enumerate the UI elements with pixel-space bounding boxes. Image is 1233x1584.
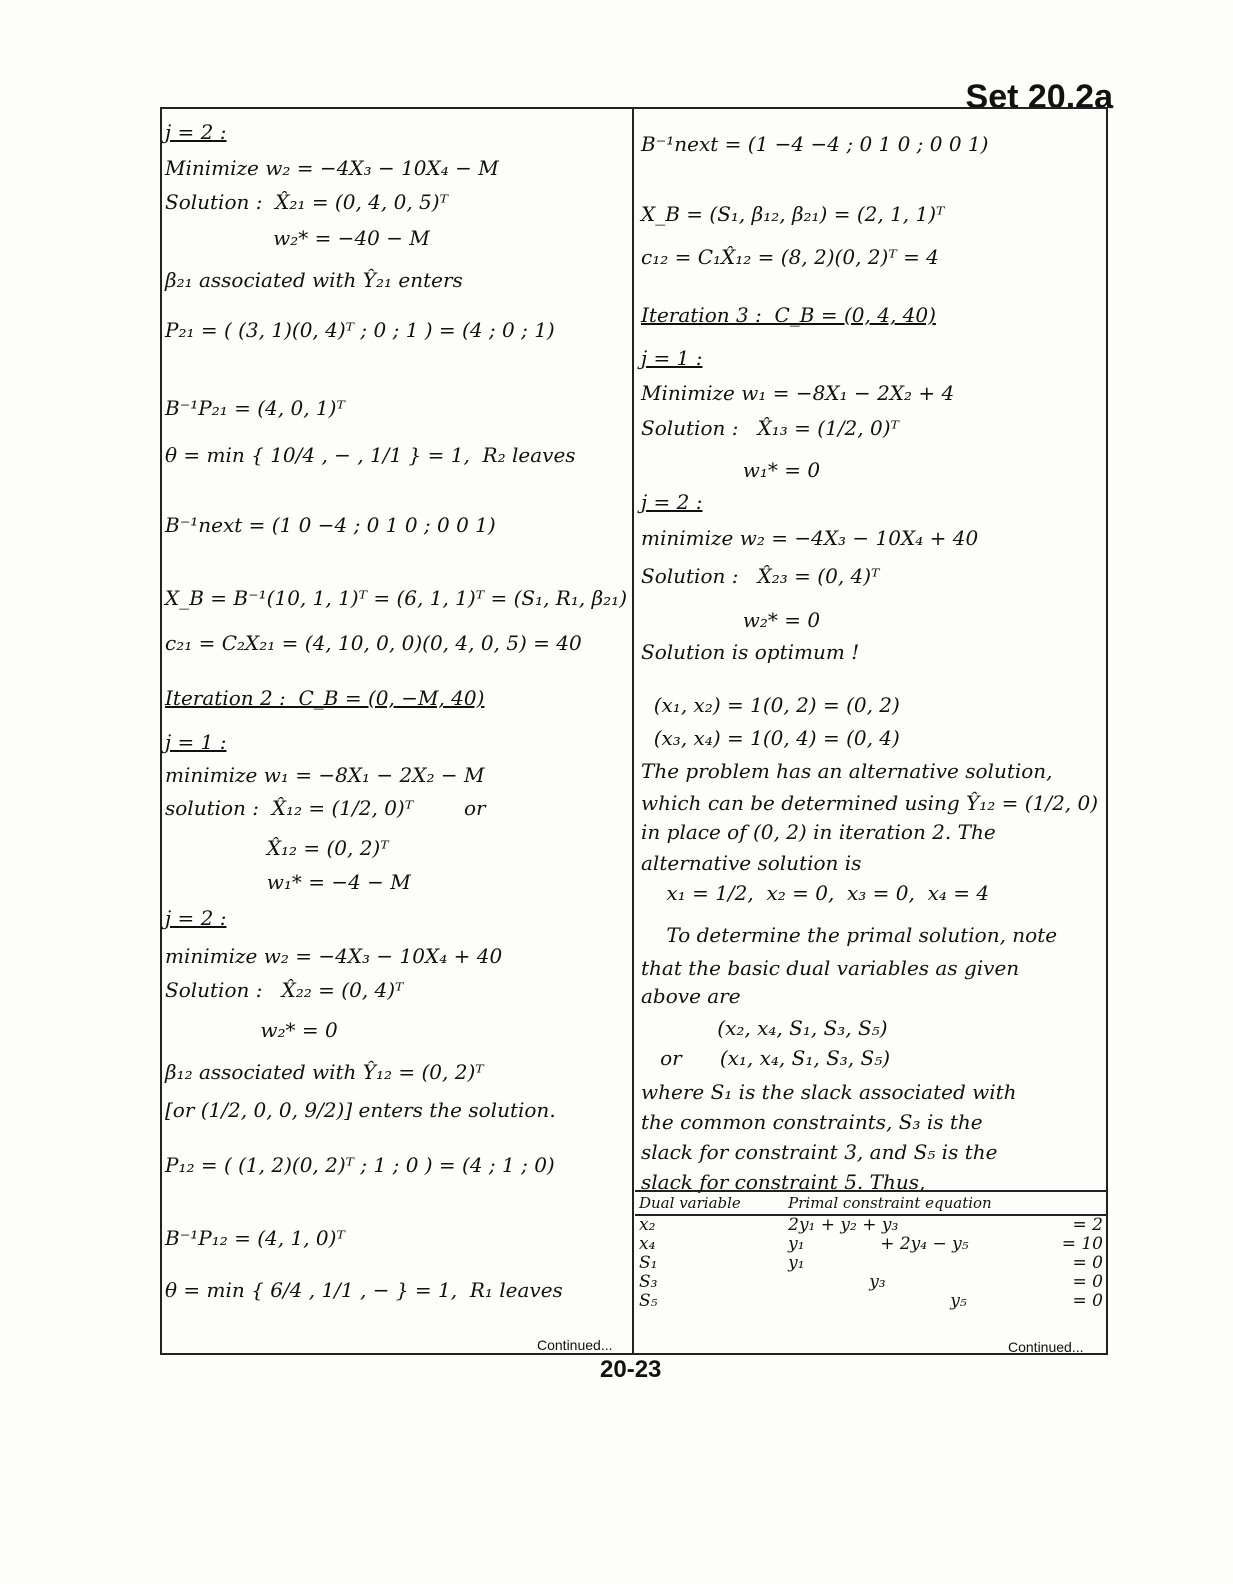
left-column-line: w₂* = −40 − M <box>165 226 430 250</box>
right-column-line: Solution : X̂₂₃ = (0, 4)ᵀ <box>641 564 880 588</box>
left-column-line: θ = min { 10/4 , − , 1/1 } = 1, R₂ leaves <box>165 443 576 467</box>
right-column-line: Minimize w₁ = −8X₁ − 2X₂ + 4 <box>641 381 955 405</box>
dual-variable-cell: x₂ <box>639 1215 656 1235</box>
right-column-line: j = 1 : <box>641 346 703 370</box>
right-column-line: in place of (0, 2) in iteration 2. The <box>641 820 996 844</box>
left-column-line: j = 1 : <box>165 730 227 754</box>
right-column-line: x₁ = 1/2, x₂ = 0, x₃ = 0, x₄ = 4 <box>641 881 990 905</box>
right-column-line: where S₁ is the slack associated with <box>641 1080 1017 1104</box>
dual-variable-cell: S₁ <box>639 1253 658 1273</box>
right-column-line: The problem has an alternative solution, <box>641 759 1053 783</box>
left-column-line: P₁₂ = ( (1, 2)(0, 2)ᵀ ; 1 ; 0 ) = (4 ; 1 ; 0) <box>165 1153 555 1177</box>
table-row <box>635 1292 1107 1311</box>
table-row <box>635 1235 1107 1254</box>
equation-cell: y₁ + 2y₄ − y₅ <box>788 1234 969 1254</box>
continued-left: Continued... <box>537 1337 613 1353</box>
right-column-line: (x₁, x₂) = 1(0, 2) = (0, 2) <box>641 693 900 717</box>
left-column-line: c₂₁ = C₂X₂₁ = (4, 10, 0, 0)(0, 4, 0, 5) = 40 <box>165 631 582 655</box>
right-column-line: w₁* = 0 <box>641 458 821 482</box>
right-column-line: Solution is optimum ! <box>641 640 860 664</box>
right-column-line: c₁₂ = C₁X̂₁₂ = (8, 2)(0, 2)ᵀ = 4 <box>641 245 939 269</box>
dual-variable-cell: S₅ <box>639 1291 658 1311</box>
left-column-line: θ = min { 6/4 , 1/1 , − } = 1, R₁ leaves <box>165 1278 563 1302</box>
equation-cell: y₁ <box>788 1253 805 1273</box>
right-column-line: minimize w₂ = −4X₃ − 10X₄ + 40 <box>641 526 979 550</box>
left-column-line: w₁* = −4 − M <box>165 870 411 894</box>
left-column-line: Minimize w₂ = −4X₃ − 10X₄ − M <box>165 156 499 180</box>
page-number: 20-23 <box>600 1356 662 1383</box>
dual-variable-cell: S₃ <box>639 1272 658 1292</box>
table-row <box>635 1273 1107 1292</box>
rhs-cell: = 0 <box>1072 1253 1103 1273</box>
left-column-line: β₂₁ associated with Ŷ₂₁ enters <box>165 268 463 292</box>
right-column-line: or (x₁, x₄, S₁, S₃, S₅) <box>641 1046 891 1070</box>
rhs-cell: = 10 <box>1061 1234 1103 1254</box>
equation-cell: 2y₁ + y₂ + y₃ <box>788 1215 899 1235</box>
rhs-cell: = 0 <box>1072 1291 1103 1311</box>
left-column-line: solution : X̂₁₂ = (1/2, 0)ᵀ or <box>165 796 486 820</box>
left-column-line: β₁₂ associated with Ŷ₁₂ = (0, 2)ᵀ <box>165 1060 484 1084</box>
left-column-line: minimize w₂ = −4X₃ − 10X₄ + 40 <box>165 944 503 968</box>
equation-cell: y₃ <box>788 1272 886 1292</box>
right-column-line: that the basic dual variables as given <box>641 956 1020 980</box>
left-column-line: X_B = B⁻¹(10, 1, 1)ᵀ = (6, 1, 1)ᵀ = (S₁, R₁, β₂₁) <box>165 586 627 610</box>
left-column-line: B⁻¹next = (1 0 −4 ; 0 1 0 ; 0 0 1) <box>165 513 496 537</box>
set-title: Set 20.2a <box>965 78 1113 116</box>
left-column-line: minimize w₁ = −8X₁ − 2X₂ − M <box>165 763 485 787</box>
right-column-line: X_B = (S₁, β₁₂, β₂₁) = (2, 1, 1)ᵀ <box>641 202 945 226</box>
right-column-line: slack for constraint 5. Thus, <box>641 1170 926 1194</box>
table-row <box>635 1254 1107 1273</box>
right-column-line: alternative solution is <box>641 851 862 875</box>
right-column-line: the common constraints, S₃ is the <box>641 1110 983 1134</box>
dual-variable-table <box>635 1190 1107 1311</box>
left-column-line: B⁻¹P₂₁ = (4, 0, 1)ᵀ <box>165 396 345 420</box>
primal-equation-header: Primal constraint equation <box>784 1191 1107 1215</box>
left-column-line: Iteration 2 : C_B = (0, −M, 40) <box>165 686 485 710</box>
right-column-line: (x₃, x₄) = 1(0, 4) = (0, 4) <box>641 726 900 750</box>
right-column-line: Iteration 3 : C_B = (0, 4, 40) <box>641 303 936 327</box>
left-column-line: P₂₁ = ( (3, 1)(0, 4)ᵀ ; 0 ; 1 ) = (4 ; 0 ; 1) <box>165 318 555 342</box>
table-row <box>635 1215 1107 1235</box>
continued-right: Continued... <box>1008 1339 1084 1355</box>
dual-variable-header: Dual variable <box>635 1191 784 1215</box>
right-column-line: Solution : X̂₁₃ = (1/2, 0)ᵀ <box>641 416 899 440</box>
rhs-cell: = 0 <box>1072 1272 1103 1292</box>
column-divider <box>632 107 634 1355</box>
right-column-line: (x₂, x₄, S₁, S₃, S₅) <box>641 1016 888 1040</box>
left-column-line: j = 2 : <box>165 906 227 930</box>
left-column-line: [or (1/2, 0, 0, 9/2)] enters the solution. <box>165 1098 556 1122</box>
right-column-line: w₂* = 0 <box>641 608 821 632</box>
left-column-line: Solution : X̂₂₁ = (0, 4, 0, 5)ᵀ <box>165 190 448 214</box>
left-column-line: w₂* = 0 <box>165 1018 338 1042</box>
left-column-line: j = 2 : <box>165 120 227 144</box>
right-column-line: B⁻¹next = (1 −4 −4 ; 0 1 0 ; 0 0 1) <box>641 132 989 156</box>
right-column-line: To determine the primal solution, note <box>641 923 1058 947</box>
equation-cell: y₅ <box>788 1291 967 1311</box>
left-column-line: X̂₁₂ = (0, 2)ᵀ <box>165 836 389 860</box>
right-column-line: which can be determined using Ŷ₁₂ = (1/2, 0) <box>641 791 1099 815</box>
right-column-line: slack for constraint 3, and S₅ is the <box>641 1140 998 1164</box>
left-column-line: Solution : X̂₂₂ = (0, 4)ᵀ <box>165 978 404 1002</box>
dual-variable-cell: x₄ <box>639 1234 656 1254</box>
right-column-line: above are <box>641 984 741 1008</box>
right-column-line: j = 2 : <box>641 490 703 514</box>
rhs-cell: = 2 <box>1072 1215 1103 1235</box>
left-column-line: B⁻¹P₁₂ = (4, 1, 0)ᵀ <box>165 1226 345 1250</box>
